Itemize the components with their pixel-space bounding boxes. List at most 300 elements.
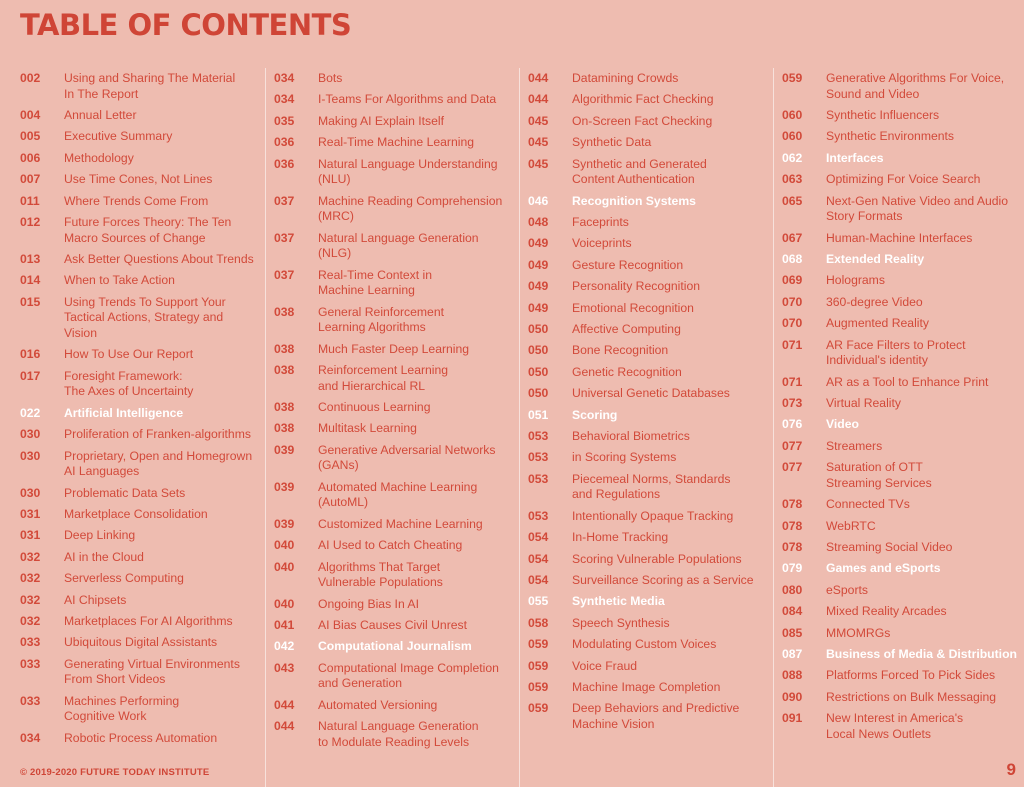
toc-entry-label: Use Time Cones, Not Lines [64, 172, 213, 187]
toc-entry[interactable] [528, 215, 774, 231]
toc-entry-label: Genetic Recognition [572, 364, 682, 379]
toc-entry-label: Automated Machine Learning (AutoML) [318, 479, 478, 510]
toc-entry-label: Extended Reality [826, 252, 925, 266]
toc-page-number: 058 [528, 615, 549, 630]
toc-entry[interactable] [782, 129, 1024, 145]
toc-entry[interactable] [528, 637, 774, 653]
toc-entry[interactable] [274, 597, 520, 613]
toc-page-number: 071 [782, 374, 803, 389]
toc-entry[interactable] [20, 593, 265, 609]
toc-page-number: 032 [20, 571, 41, 586]
toc-entry-label: Much Faster Deep Learning [318, 341, 470, 356]
toc-page-number: 040 [274, 538, 295, 553]
toc-entry[interactable] [528, 429, 774, 445]
toc-page-number: 012 [20, 215, 41, 229]
toc-entry-label: Using and Sharing The Material In The Report [64, 71, 236, 101]
toc-entry-label: Affective Computing [572, 322, 681, 336]
toc-entry[interactable] [782, 71, 1024, 102]
toc-page-number: 037 [274, 267, 295, 282]
toc-entry[interactable] [20, 215, 265, 246]
toc-entry-label: MMOMRGs [826, 625, 891, 640]
toc-entry-label: Human-Machine Interfaces [826, 230, 973, 245]
toc-entry[interactable] [20, 528, 265, 544]
toc-entry[interactable] [528, 659, 774, 675]
toc-page-number: 050 [528, 364, 549, 379]
toc-page-number: 022 [20, 405, 41, 420]
toc-entry[interactable] [20, 507, 265, 523]
toc-entry-label: Marketplaces For AI Algorithms [64, 614, 233, 628]
toc-page-number: 053 [528, 429, 549, 443]
toc-page-number: 002 [20, 71, 41, 85]
toc-entry-label: Foresight Framework: The Axes of Uncertainty [64, 368, 194, 399]
toc-column-3 [519, 68, 774, 787]
toc-page-number: 077 [782, 460, 803, 475]
toc-page-number: 031 [20, 528, 41, 543]
toc-page-number: 069 [782, 273, 803, 288]
toc-entry[interactable] [782, 396, 1024, 412]
toc-entry[interactable] [528, 680, 774, 696]
toc-entry-label: Optimizing For Voice Search [826, 172, 981, 187]
toc-page-number: 005 [20, 129, 41, 144]
toc-entry[interactable] [782, 690, 1024, 706]
toc-entry-label: Voice Fraud [572, 658, 638, 673]
toc-entry-label: Universal Genetic Databases [572, 386, 730, 401]
toc-section-heading[interactable] [782, 252, 1024, 268]
toc-entry-label: Reinforcement Learning and Hierarchical RL [318, 363, 449, 393]
toc-entry-label: On-Screen Fact Checking [572, 113, 713, 128]
toc-page-number: 030 [20, 485, 41, 500]
toc-entry-label: Deep Behaviors and Predictive Machine Vision [572, 701, 740, 731]
toc-entry-label: Ubiquitous Digital Assistants [64, 635, 218, 650]
toc-entry[interactable] [528, 509, 774, 525]
toc-entry[interactable] [20, 295, 265, 342]
toc-entry[interactable] [20, 657, 265, 688]
toc-entry[interactable] [274, 305, 520, 336]
toc-entry-label: Next-Gen Native Video and Audio Story Formats [826, 193, 1009, 224]
toc-entry[interactable] [782, 519, 1024, 535]
toc-entry[interactable] [782, 626, 1024, 642]
toc-entry[interactable] [528, 71, 774, 87]
toc-entry-label: AI in the Cloud [64, 549, 144, 564]
toc-entry[interactable] [20, 252, 265, 268]
toc-entry-label: Modulating Custom Voices [572, 637, 717, 652]
toc-page-number: 045 [528, 156, 549, 171]
toc-page-number: 049 [528, 279, 549, 294]
toc-entry[interactable] [782, 231, 1024, 247]
toc-entry-label: Business of Media & Distribution [826, 647, 1017, 661]
toc-page-number: 045 [528, 135, 549, 150]
toc-section-heading[interactable] [528, 408, 774, 424]
toc-page-number: 068 [782, 252, 803, 266]
toc-page-number: 076 [782, 417, 803, 432]
toc-page-number: 060 [782, 108, 803, 122]
toc-page-number: 035 [274, 113, 295, 128]
toc-entry-label: I-Teams For Algorithms and Data [318, 92, 497, 107]
toc-page-number: 051 [528, 407, 549, 422]
toc-page-number: 037 [274, 230, 295, 245]
toc-entry-label: Proprietary, Open and Homegrown AI Languages [64, 448, 253, 479]
toc-page-number: 040 [274, 559, 295, 574]
toc-entry[interactable] [274, 560, 520, 591]
toc-entry-label: Machine Reading Comprehension (MRC) [318, 193, 503, 224]
toc-entry-label: Synthetic and Generated Content Authentication [572, 156, 707, 187]
toc-section-heading[interactable] [528, 194, 774, 210]
toc-page-number: 034 [274, 92, 295, 107]
toc-page-number: 054 [528, 573, 549, 587]
toc-page-number: 032 [20, 592, 41, 607]
toc-entry[interactable] [528, 322, 774, 338]
toc-page-number: 053 [528, 471, 549, 486]
toc-page-number: 059 [782, 71, 803, 85]
toc-page-number: 045 [528, 113, 549, 128]
toc-entry-label: Connected TVs [826, 497, 910, 512]
toc-page-number: 048 [528, 215, 549, 229]
toc-page-number: 060 [782, 129, 803, 144]
toc-entry[interactable] [782, 497, 1024, 513]
toc-entry[interactable] [782, 711, 1024, 742]
toc-page-number: 059 [528, 680, 549, 694]
toc-entry[interactable] [20, 273, 265, 289]
toc-column-4 [773, 68, 1024, 787]
toc-entry[interactable] [20, 172, 265, 188]
toc-entry-label: Proliferation of Franken-algorithms [64, 427, 251, 442]
toc-page-number: 084 [782, 604, 803, 619]
toc-entry-label: In-Home Tracking [572, 530, 669, 545]
toc-page-number: 004 [20, 108, 41, 122]
toc-page-number: 039 [274, 516, 295, 531]
toc-section-heading[interactable] [782, 417, 1024, 433]
toc-entry[interactable] [20, 347, 265, 363]
toc-page-number: 054 [528, 551, 549, 566]
toc-entry-label: Bots [318, 71, 343, 85]
toc-page-number: 071 [782, 337, 803, 352]
toc-column-2 [265, 68, 520, 787]
toc-page-number: 078 [782, 497, 803, 512]
toc-entry[interactable] [20, 194, 265, 210]
toc-page-number: 040 [274, 596, 295, 611]
toc-entry[interactable] [528, 301, 774, 317]
toc-entry[interactable] [528, 114, 774, 130]
toc-entry[interactable] [20, 694, 265, 725]
toc-entry-label: Multitask Learning [318, 421, 417, 436]
toc-entry[interactable] [274, 698, 520, 714]
toc-entry[interactable] [20, 71, 265, 102]
toc-entry[interactable] [274, 231, 520, 262]
toc-entry[interactable] [528, 157, 774, 188]
toc-entry-label: Continuous Learning [318, 400, 431, 414]
toc-page-number: 049 [528, 257, 549, 272]
toc-section-heading[interactable] [20, 406, 265, 422]
toc-entry[interactable] [274, 618, 520, 634]
toc-page-number: 015 [20, 294, 41, 309]
toc-entry-label: Personality Recognition [572, 279, 701, 294]
toc-entry-label: Interfaces [826, 150, 884, 165]
toc-entry[interactable] [782, 583, 1024, 599]
toc-entry[interactable] [274, 157, 520, 188]
toc-entry-label: eSports [826, 582, 869, 597]
toc-entry-label: Computational Image Completion and Generation [318, 660, 499, 691]
toc-entry[interactable] [274, 421, 520, 437]
toc-page-number: 059 [528, 658, 549, 673]
toc-entry[interactable] [782, 439, 1024, 455]
toc-entry[interactable] [782, 273, 1024, 289]
toc-page-number: 049 [528, 300, 549, 315]
toc-entry-label: Augmented Reality [826, 316, 929, 331]
toc-page-number: 059 [528, 701, 549, 716]
toc-entry[interactable] [274, 135, 520, 151]
toc-entry[interactable] [528, 386, 774, 402]
toc-page-number: 053 [528, 450, 549, 465]
toc-entry-label: in Scoring Systems [572, 450, 677, 465]
toc-entry-label: Annual Letter [64, 108, 137, 122]
toc-entry[interactable] [782, 540, 1024, 556]
toc-entry-label: Deep Linking [64, 528, 136, 543]
toc-entry-label: Real-Time Context in Machine Learning [318, 267, 433, 298]
toc-page-number: 079 [782, 561, 803, 576]
toc-page-number: 044 [528, 71, 549, 85]
toc-entry[interactable] [20, 635, 265, 651]
toc-entry[interactable] [782, 375, 1024, 391]
toc-page-number: 038 [274, 421, 295, 436]
toc-entry-label: Restrictions on Bulk Messaging [826, 689, 997, 704]
toc-page-number: 050 [528, 386, 549, 401]
toc-entry[interactable] [528, 258, 774, 274]
toc-entry-label: Synthetic Data [572, 135, 652, 150]
toc-entry-label: Future Forces Theory: The Ten Macro Sources of Change [64, 215, 232, 245]
toc-entry-label: Voiceprints [572, 236, 632, 251]
toc-page-number: 073 [782, 396, 803, 410]
toc-entry-label: Speech Synthesis [572, 615, 670, 630]
toc-entry[interactable] [274, 400, 520, 416]
toc-entry[interactable] [782, 194, 1024, 225]
toc-entry-label: Recognition Systems [572, 193, 696, 208]
toc-page-number: 007 [20, 172, 41, 187]
toc-page-number: 042 [274, 639, 295, 654]
toc-entry-label: Saturation of OTT Streaming Services [826, 460, 932, 490]
toc-entry-label: Synthetic Environments [826, 129, 955, 144]
toc-page-number: 032 [20, 614, 41, 628]
toc-entry-label: Datamining Crowds [572, 71, 679, 85]
toc-entry[interactable] [782, 338, 1024, 369]
toc-entry-label: Automated Versioning [318, 697, 438, 712]
toc-entry[interactable] [274, 480, 520, 511]
toc-entry[interactable] [528, 472, 774, 503]
toc-entry[interactable] [274, 194, 520, 225]
toc-entry[interactable] [20, 449, 265, 480]
toc-section-heading[interactable] [782, 647, 1024, 663]
toc-page-number: 091 [782, 711, 803, 726]
toc-entry-label: Computational Journalism [318, 639, 472, 654]
toc-entry[interactable] [20, 571, 265, 587]
toc-entry-label: Serverless Computing [64, 571, 184, 586]
toc-page-number: 033 [20, 693, 41, 708]
toc-entry-label: New Interest in America's Local News Outlets [826, 711, 964, 741]
toc-entry[interactable] [528, 365, 774, 381]
toc-entry-label: Synthetic Influencers [826, 108, 940, 122]
toc-page-number: 037 [274, 193, 295, 208]
toc-entry-label: Surveillance Scoring as a Service [572, 573, 754, 587]
toc-entry-label: Executive Summary [64, 129, 173, 144]
toc-entry-label: 360-degree Video [826, 294, 923, 309]
toc-entry-label: Natural Language Understanding (NLU) [318, 156, 498, 187]
toc-entry-label: AR as a Tool to Enhance Print [826, 374, 989, 389]
toc-page-number: 014 [20, 273, 41, 288]
toc-entry-label: Piecemeal Norms, Standards and Regulations [572, 471, 731, 502]
toc-entry[interactable] [528, 616, 774, 632]
toc-entry-label: Algorithms That Target Vulnerable Populations [318, 559, 443, 590]
toc-entry[interactable] [528, 530, 774, 546]
toc-entry-label: General Reinforcement Learning Algorithms [318, 304, 444, 335]
toc-page-number: 087 [782, 647, 803, 661]
toc-entry-label: When to Take Action [64, 273, 175, 288]
toc-page-number: 055 [528, 594, 549, 609]
toc-page-number: 038 [274, 400, 295, 414]
toc-entry-label: Customized Machine Learning [318, 516, 483, 531]
toc-entry-label: AR Face Filters to Protect Individual's identity [826, 337, 966, 368]
toc-entry[interactable] [274, 268, 520, 299]
footer-copyright: © 2019-2020 FUTURE TODAY INSTITUTE [20, 767, 210, 778]
toc-entry[interactable] [274, 114, 520, 130]
toc-entry[interactable] [782, 316, 1024, 332]
toc-page-number: 078 [782, 540, 803, 554]
toc-entry[interactable] [528, 552, 774, 568]
toc-entry[interactable] [20, 129, 265, 145]
toc-entry[interactable] [274, 538, 520, 554]
page-number: 9 [1006, 760, 1016, 779]
toc-entry-label: Platforms Forced To Pick Sides [826, 668, 996, 683]
toc-page-number: 062 [782, 150, 803, 165]
toc-entry[interactable] [20, 369, 265, 400]
toc-entry[interactable] [528, 701, 774, 732]
toc-entry-label: Video [826, 417, 859, 432]
toc-section-heading[interactable] [782, 561, 1024, 577]
toc-page-number: 041 [274, 618, 295, 632]
toc-page-number: 050 [528, 322, 549, 336]
toc-page-number: 050 [528, 343, 549, 358]
toc-entry[interactable] [782, 172, 1024, 188]
toc-page-number: 059 [528, 637, 549, 652]
toc-page-number: 046 [528, 193, 549, 208]
toc-entry-label: Methodology [64, 150, 134, 165]
toc-page-number: 085 [782, 625, 803, 640]
toc-entry[interactable] [20, 151, 265, 167]
toc-entry[interactable] [782, 295, 1024, 311]
toc-page-number: 034 [20, 730, 41, 745]
toc-page-number: 038 [274, 341, 295, 356]
toc-entry[interactable] [782, 460, 1024, 491]
toc-entry[interactable] [274, 71, 520, 87]
toc-entry[interactable] [20, 108, 265, 124]
toc-page-number: 044 [528, 92, 549, 107]
toc-entry[interactable] [20, 550, 265, 566]
toc-entry[interactable] [274, 517, 520, 533]
toc-entry-label: Machine Image Completion [572, 680, 721, 694]
toc-entry-label: Gesture Recognition [572, 257, 684, 272]
toc-entry-label: Natural Language Generation to Modulate Reading Levels [318, 719, 479, 749]
toc-page-number: 090 [782, 689, 803, 704]
toc-entry-label: Machines Performing Cognitive Work [64, 693, 180, 724]
toc-entry-label: Faceprints [572, 215, 629, 229]
toc-entry-label: Intentionally Opaque Tracking [572, 508, 734, 523]
toc-entry[interactable] [528, 92, 774, 108]
toc-entry[interactable] [528, 343, 774, 359]
toc-entry-label: Streamers [826, 438, 883, 453]
toc-entry-label: Robotic Process Automation [64, 730, 218, 745]
toc-page-number: 034 [274, 71, 295, 85]
toc-page-number: 013 [20, 252, 41, 266]
toc-page-number: 080 [782, 582, 803, 597]
toc-page-number: 011 [20, 193, 40, 208]
toc-entry[interactable] [528, 450, 774, 466]
toc-entry[interactable] [274, 661, 520, 692]
toc-entry-label: How To Use Our Report [64, 347, 194, 362]
toc-page-number: 039 [274, 479, 295, 494]
toc-page-number: 070 [782, 294, 803, 309]
toc-page-number: 017 [20, 368, 41, 383]
toc-entry-label: Scoring [572, 407, 618, 422]
toc-page-number: 030 [20, 427, 41, 442]
toc-section-heading[interactable] [782, 151, 1024, 167]
toc-entry[interactable] [20, 486, 265, 502]
toc-page-number: 033 [20, 635, 41, 650]
toc-page-number: 044 [274, 697, 295, 712]
toc-section-heading[interactable] [528, 594, 774, 610]
toc-entry[interactable] [20, 731, 265, 747]
toc-entry-label: Ongoing Bias In AI [318, 596, 419, 611]
toc-page-number: 031 [20, 507, 41, 521]
toc-page-number: 038 [274, 304, 295, 319]
toc-section-heading[interactable] [274, 639, 520, 655]
toc-page-number: 036 [274, 156, 295, 171]
toc-entry[interactable] [274, 443, 520, 474]
toc-entry[interactable] [20, 427, 265, 443]
toc-entry[interactable] [528, 279, 774, 295]
toc-entry-label: Virtual Reality [826, 396, 901, 410]
toc-entry-label: Bone Recognition [572, 343, 669, 358]
toc-page-number: 054 [528, 530, 549, 545]
toc-entry[interactable] [782, 668, 1024, 684]
toc-entry-label: Real-Time Machine Learning [318, 135, 475, 150]
toc-entry-label: AI Bias Causes Civil Unrest [318, 618, 468, 632]
toc-entry[interactable] [20, 614, 265, 630]
toc-page-number: 030 [20, 448, 41, 463]
toc-entry-label: Holograms [826, 273, 885, 288]
toc-entry[interactable] [782, 604, 1024, 620]
toc-page-number: 043 [274, 660, 295, 675]
toc-entry[interactable] [274, 342, 520, 358]
toc-page-number: 036 [274, 135, 295, 150]
toc-entry[interactable] [274, 92, 520, 108]
toc-entry-label: Synthetic Media [572, 594, 665, 609]
toc-entry-label: Artificial Intelligence [64, 405, 184, 420]
toc-entry[interactable] [528, 236, 774, 252]
toc-page-number: 078 [782, 518, 803, 533]
toc-entry[interactable] [528, 135, 774, 151]
toc-entry[interactable] [274, 363, 520, 394]
toc-entry-label: WebRTC [826, 518, 876, 533]
toc-entry-label: Where Trends Come From [64, 193, 209, 208]
toc-entry[interactable] [274, 719, 520, 750]
page-title: TABLE OF CONTENTS [20, 8, 352, 42]
toc-entry-label: Generating Virtual Environments From Short Videos [64, 656, 240, 687]
toc-entry-label: Using Trends To Support Your Tactical Actions, Strategy and Vision [64, 294, 226, 340]
toc-page-number: 063 [782, 172, 803, 187]
toc-entry[interactable] [782, 108, 1024, 124]
toc-page-number: 088 [782, 668, 803, 683]
toc-entry-label: Making AI Explain Itself [318, 113, 444, 128]
toc-entry-label: Emotional Recognition [572, 300, 694, 315]
toc-entry[interactable] [528, 573, 774, 589]
